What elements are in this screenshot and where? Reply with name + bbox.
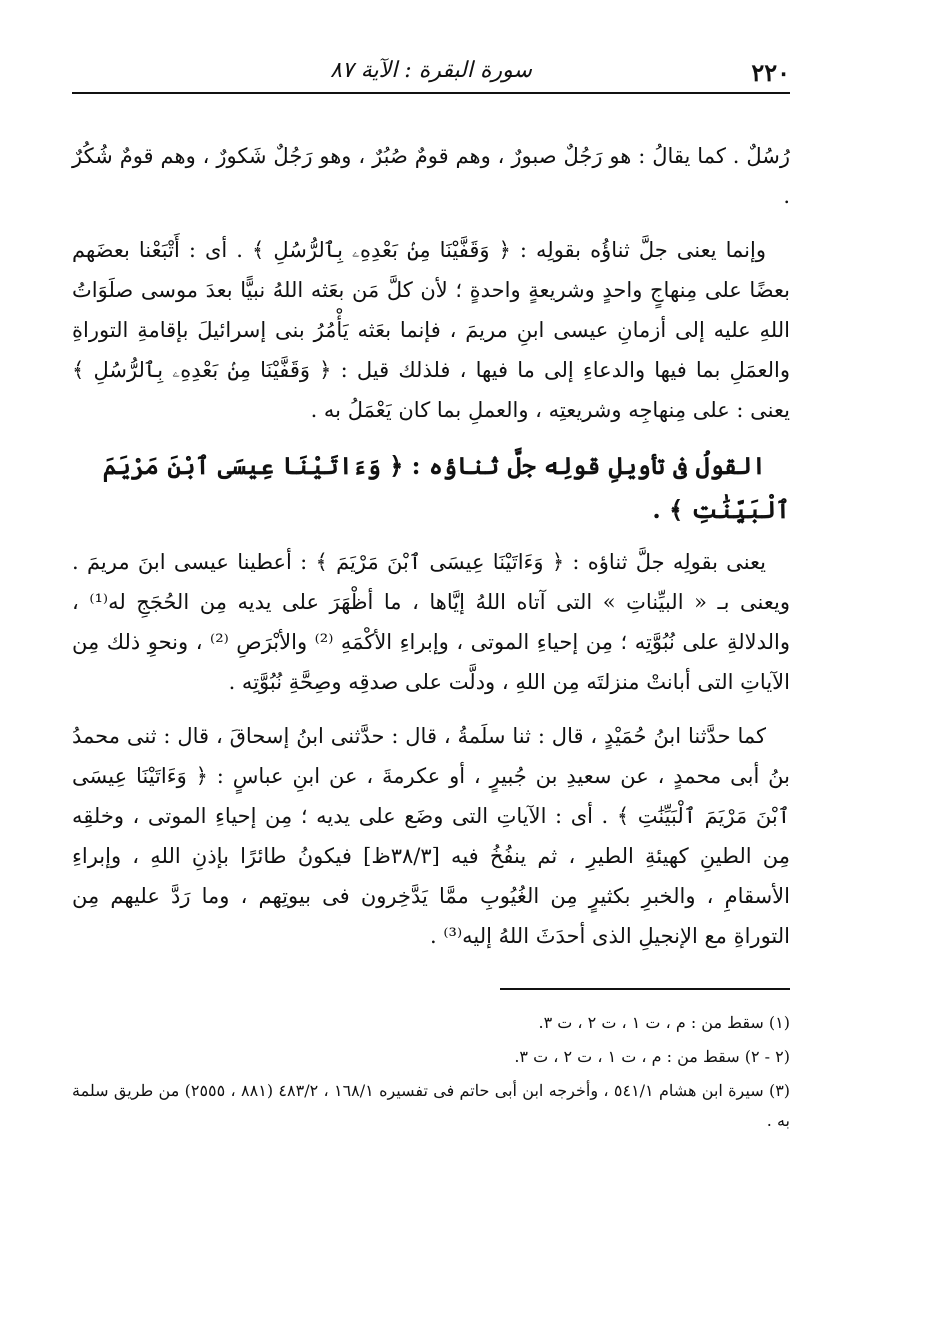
section-heading: القولُ فى تأويلِ قولِه جلَّ ثناؤه : ﴿ وَءَاتَيْنَا عِيسَى ٱبْنَ مَرْيَمَ ٱلْبَيِّنَٰتِ ﴾ . [102,451,790,524]
paragraph-4: كما حدَّثنا ابنُ حُمَيْدٍ ، قال : ثنا سلَمةُ ، قال : حدَّثنى ابنُ إسحاقَ ، قال : ثنى محمدُ بنُ أبى محمدٍ ، عن سعيدِ بن جُبيرٍ ، أو عكرمةَ ، عن ابنِ عباسٍ : ﴿ وَءَاتَيْنَا عِيسَى ٱبْنَ مَرْيَمَ ٱلْبَيِّنَٰتِ ﴾ . أى : الآياتِ التى وضَع على يديه ؛ مِن إحياءِ الموتى ، وخلقِه مِن الطينِ كهيئةِ الطيرِ ، ثم ينفُخُ فيه [٣٨/٣ظ] فيكونُ طائرًا بإذنِ اللهِ ، وإبراءِ الأسقامِ ، والخبرِ بكثيرٍ مِن الغُيُوبِ ممَّا يَدَّخِرون فى بيوتِهم ، وما رَدَّ عليهم مِن التوراةِ مع الإنجيلِ الذى أحدَثَ اللهُ إليه⁽³⁾ . [72,724,790,948]
footnote-1: (١) سقط من : م ، ت ١ ، ت ٢ ، ت ٣. [538,1013,790,1032]
page-header [72,50,790,94]
footnote-divider [500,988,790,990]
paragraph-1: رُسُلٌ . كما يقالُ : هو رَجُلٌ صبورٌ ، وهم قومٌ صُبُرٌ ، وهو رَجُلٌ شَكورٌ ، وهم قومٌ شُكُرٌ . [72,144,790,208]
running-title: سورة البقرة : الآية ٨٧ [330,58,532,83]
book-page [72,50,790,1140]
footnotes [72,1008,790,1136]
page-body [72,136,790,956]
footnote-3: (٣) سيرة ابن هشام ٥٤١/١ ، وأخرجه ابن أبى حاتم فى تفسيره ١٦٨/١ ، ٤٨٣/٢ (٨٨١ ، ٢٥٥٥) من طريق سلمة به . [72,1081,791,1130]
paragraph-3: يعنى بقولِه جلَّ ثناؤه : ﴿ وَءَاتَيْنَا عِيسَى ٱبْنَ مَرْيَمَ ﴾ : أعطينا عيسى ابنَ مريمَ . ويعنى بـ « البيِّناتِ » التى آتاه اللهُ إيَّاها ، ما أظْهَرَ على يديه مِن الحُجَجِ له⁽¹⁾ ، والدلالةِ على نُبُوَّتِه ؛ مِن إحياءِ الموتى ، وإبراءِ الأكْمَهِ ⁽²⁾ والأبْرَصِ ⁽²⁾ ، ونحوِ ذلك مِن الآياتِ التى أبانتْ منزلتَه مِن اللهِ ، ودلَّت على صدقِه وصِحَّةِ نُبُوَّتِه . [72,550,790,694]
page-number: ٢٢٠ [751,58,790,87]
footnote-2: (٢ - ٢) سقط من : م ، ت ١ ، ت ٢ ، ت ٣. [514,1047,790,1066]
paragraph-2: وإنما يعنى جلَّ ثناؤُه بقولِه : ﴿ وَقَفَّيْنَا مِنۢ بَعْدِهِۦ بِٱلرُّسُلِ ﴾ . أى : أَتْبَعْنا بعضَهم بعضًا على مِنهاجٍ واحدٍ وشريعةٍ واحدةٍ ؛ لأن كلَّ مَن بعَثه اللهُ نبيًّا بعدَ موسى صلَوَاتُ اللهِ عليه إلى أزمانِ عيسى ابنِ مريمَ ، فإنما بعَثه يَأْمُرُ بنى إسرائيلَ بإقامةِ التوراةِ والعمَلِ بما فيها والدعاءِ إلى ما فيها ، فلذلك قيل : ﴿ وَقَفَّيْنَا مِنۢ بَعْدِهِۦ بِٱلرُّسُلِ ﴾ يعنى : على مِنهاجِه وشريعتِه ، والعملِ بما كان يَعْمَلُ به . [72,238,790,422]
